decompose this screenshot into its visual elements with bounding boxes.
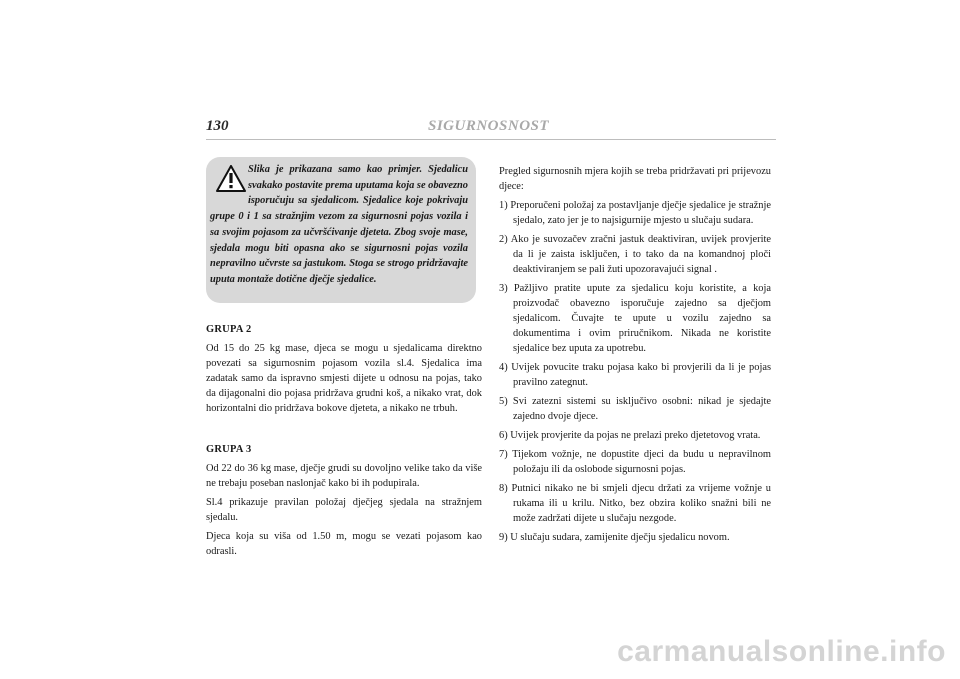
safety-list xyxy=(499,198,771,545)
header-rule xyxy=(206,139,776,140)
group3-text-2: Sl.4 prikazuje pravilan položaj dječjeg sjedala na stražnjem sjedalu. xyxy=(206,497,482,523)
group2-heading: GRUPA 2 xyxy=(206,324,252,335)
page-number: 130 xyxy=(206,118,229,134)
left-column xyxy=(206,322,482,559)
list-item: 9) U slučaju sudara, zamijenite dječju sjedalicu novom. xyxy=(499,532,730,543)
group3-text-3: Djeca koja su viša od 1.50 m, mogu se vezati pojasom kao odrasli. xyxy=(206,531,482,557)
page-header xyxy=(206,118,776,140)
list-item: 1) Preporučeni položaj za postavljanje dječje sjedalice je stražnje sjedalo, zato jer je to najsigurnije mjesto u slučaju sudara. xyxy=(499,200,771,226)
group2-text: Od 15 do 25 kg mase, djeca se mogu u sjedalicama direktno povezati sa sigurnosnim pojasom vozila sl.4. Sjedalica ima zadatak samo da ispravno smjesti dijete u odnosu na pojas, tako da dijagonalni dio pojasa pridržava grudni koš, a nikako vrat, dok horizontalni dio pridržava bokove djeteta, a nikako ne trbuh. xyxy=(206,343,482,414)
list-item: 6) Uvijek provjerite da pojas ne prelazi preko djetetovog vrata. xyxy=(499,430,761,441)
list-item: 3) Pažljivo pratite upute za sjedalicu koju koristite, a koja proizvođač obavezno isporučuje zajedno sa dječjom sjedalicom. Čuvajte te upute u vozilu zajedno sa dokumentima i ovim priručnikom. Nikada ne koristite sjedalice bez uputa za upotrebu. xyxy=(499,283,771,354)
list-item: 7) Tijekom vožnje, ne dopustite djeci da budu u nepravilnom položaju ili da oslobode sigurnosni pojas. xyxy=(499,449,771,475)
list-item: 5) Svi zatezni sistemi su isključivo osobni: nikad je sjedajte zajedno dvoje djece. xyxy=(499,396,771,422)
group3-text-1: Od 22 do 36 kg mase, dječje grudi su dovoljno velike tako da više ne trebaju poseban naslonjač kako bi ih podupirala. xyxy=(206,463,482,489)
section-title: SIGURNOSNOST xyxy=(428,118,550,134)
safety-intro: Pregled sigurnosnih mjera kojih se treba pridržavati pri prijevozu djece: xyxy=(499,166,771,192)
list-item: 2) Ako je suvozačev zračni jastuk deaktiviran, uvijek provjerite da li je zaista isključen, i to tako da na komandnoj ploči deaktiviranjem se pali žuti upozoravajući signal . xyxy=(499,234,771,275)
group3-heading: GRUPA 3 xyxy=(206,444,252,455)
watermark: carmanualsonline.info xyxy=(617,635,946,668)
right-column xyxy=(499,164,771,549)
warning-text: Slika je prikazana samo kao primjer. Sjedalicu svakako postavite prema uputama koja se obavezno isporučuju sa sjedalicom. Sjedalice koje pokrivaju grupe 0 i 1 sa stražnjim vezom za sigurnosni pojas vozila i sa svojim pojasom za učvršćivanje djeteta. Zbog svoje mase, sjedala mogu biti opasna ako se sigurnosni pojas vozila nepravilno učvrste sa jastukom. Stoga se strogo pridržavajte uputa montaže dotične dječje sjedalice. xyxy=(210,164,468,285)
list-item: 4) Uvijek povucite traku pojasa kako bi provjerili da li je pojas pravilno zategnut. xyxy=(499,362,771,388)
warning-box xyxy=(206,157,476,303)
list-item: 8) Putnici nikako ne bi smjeli djecu držati za vrijeme vožnje u rukama ili u krilu. Nitko, bez obzira koliko snažni bili ne može zadržati dijete u slučaju nezgode. xyxy=(499,483,771,524)
